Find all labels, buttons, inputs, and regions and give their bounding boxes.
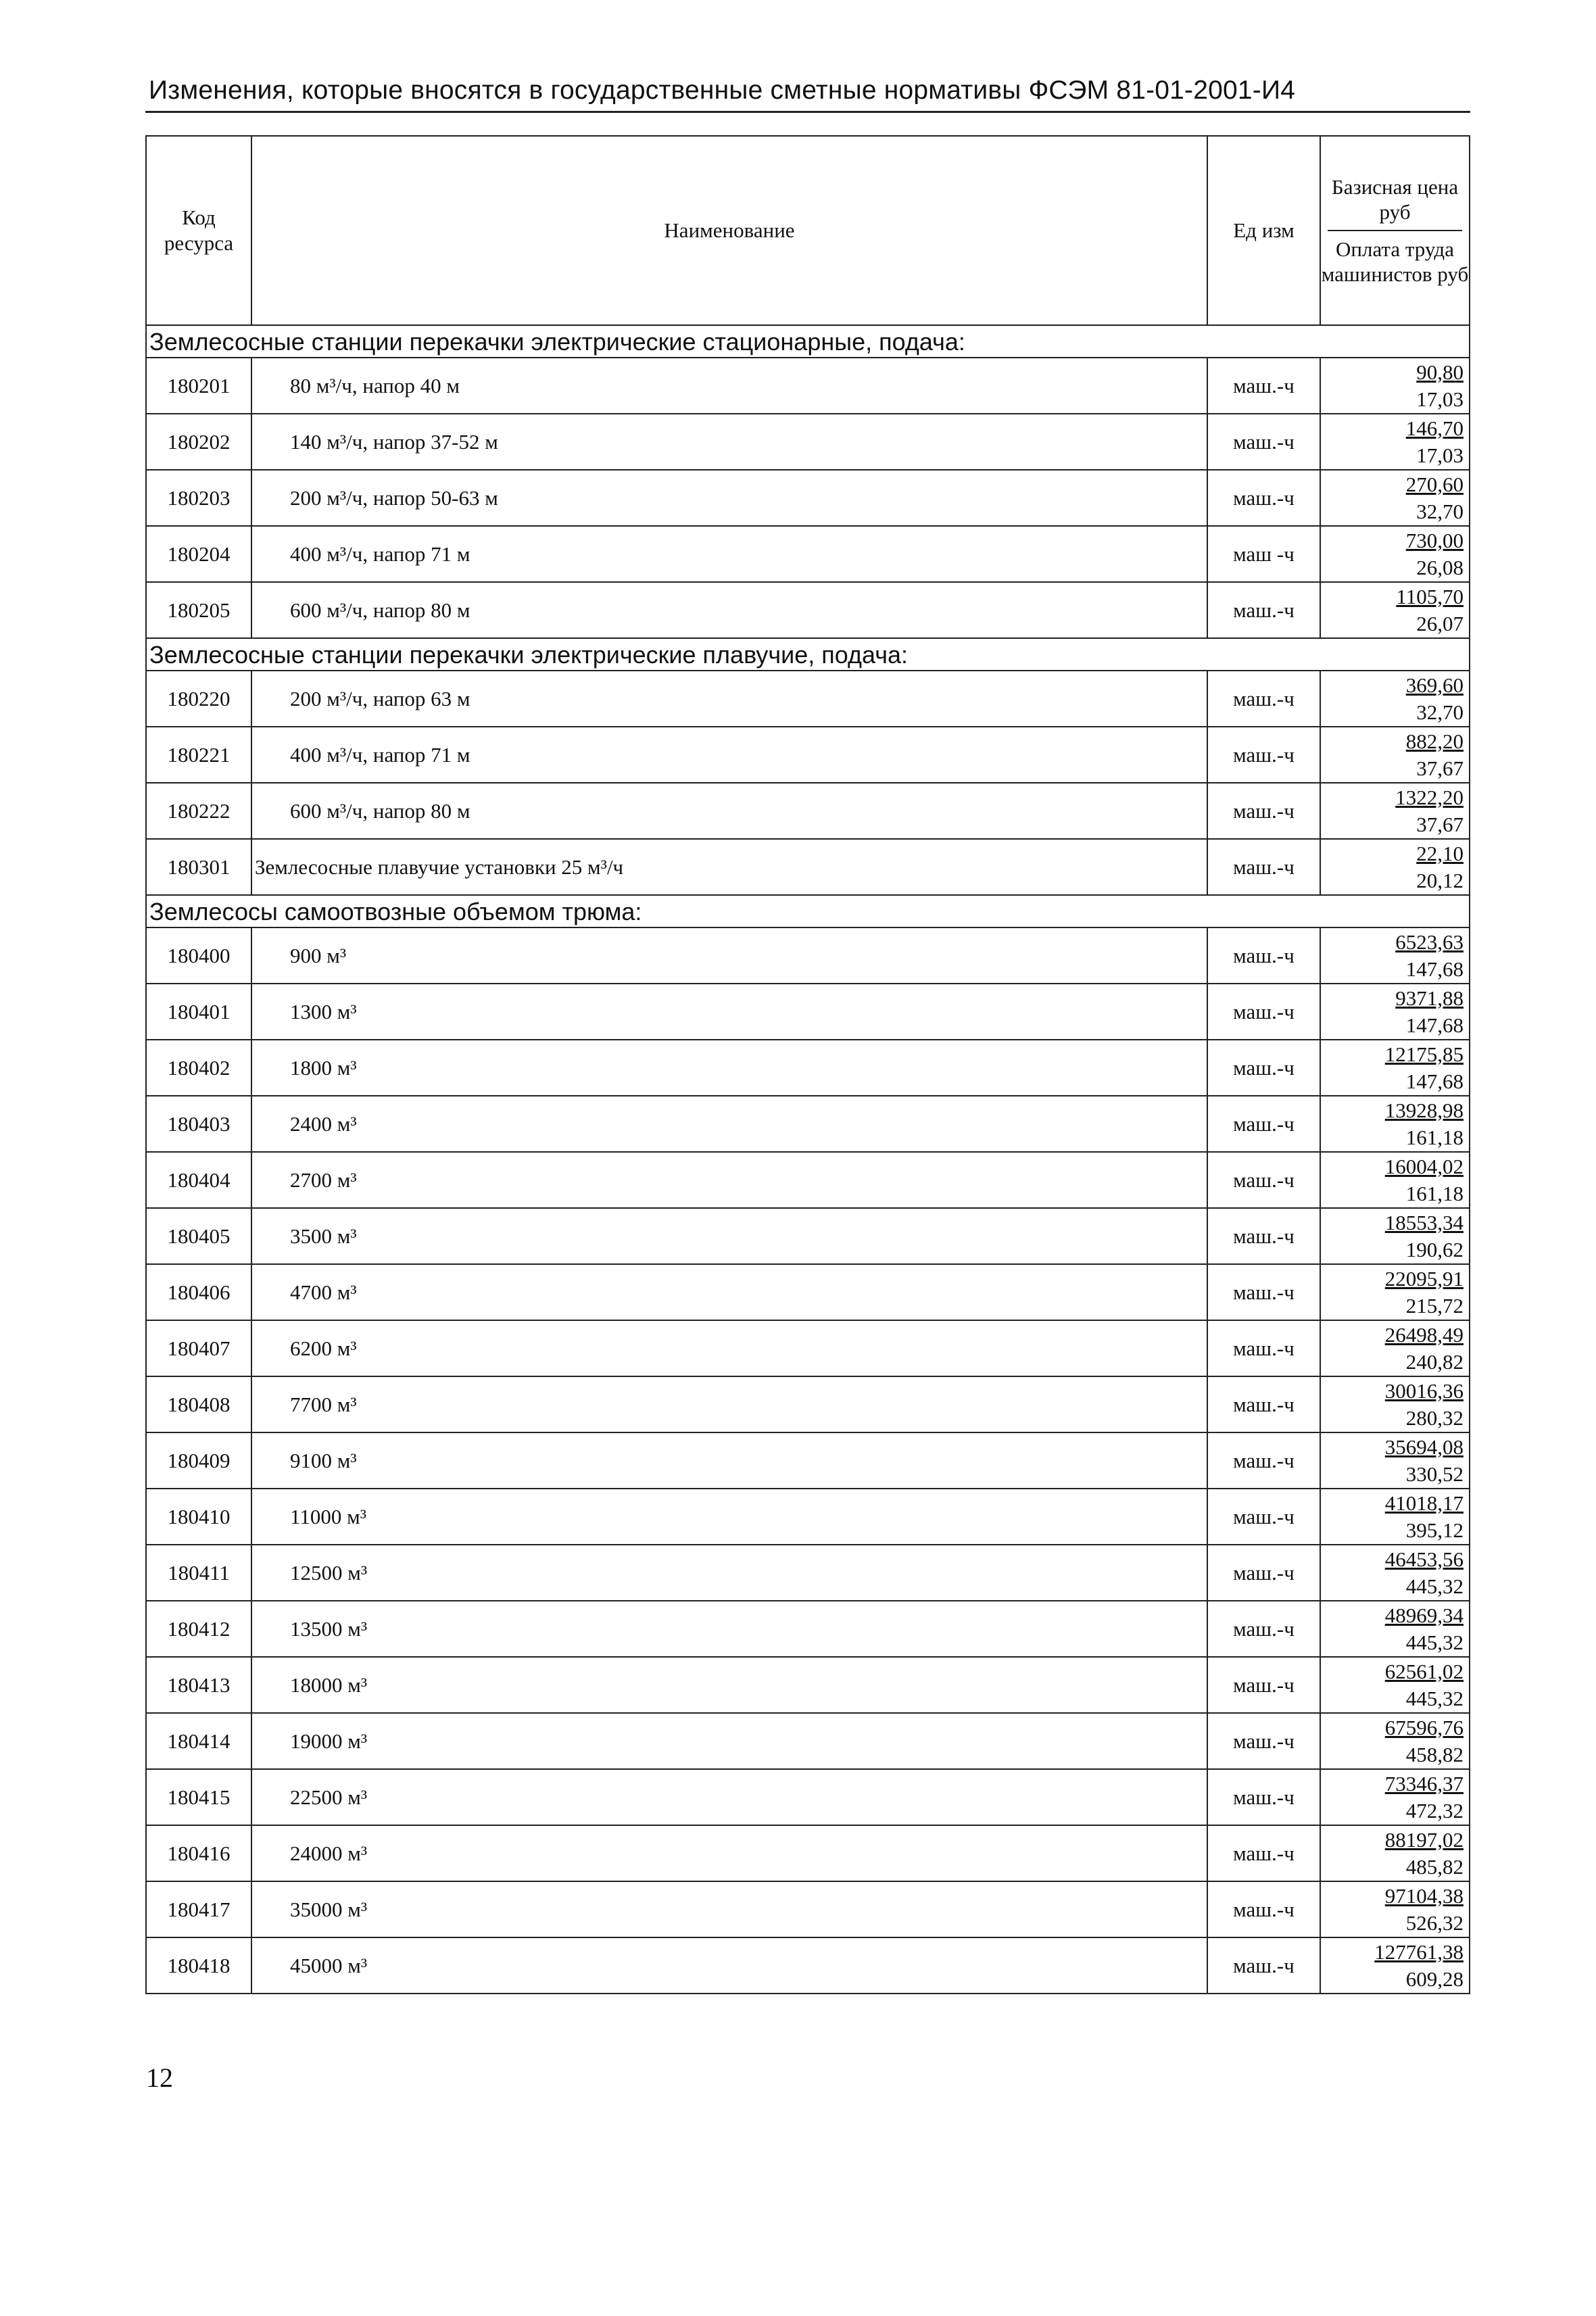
price-cell <box>1320 1545 1470 1601</box>
table-row <box>146 414 1470 470</box>
operator-wage: 17,03 <box>1416 387 1464 411</box>
resource-name: 35000 м³ <box>251 1881 1207 1937</box>
price-cell <box>1320 1432 1470 1489</box>
operator-wage: 37,67 <box>1416 812 1464 836</box>
base-price: 270,60 <box>1405 472 1464 496</box>
resource-name: 12500 м³ <box>251 1545 1207 1601</box>
resource-code: 180203 <box>146 470 251 526</box>
price-cell <box>1320 1769 1470 1825</box>
base-price: 22095,91 <box>1384 1266 1464 1290</box>
header-rule <box>145 111 1470 113</box>
price-cell <box>1320 1657 1470 1713</box>
col-header-unit: Ед изм <box>1207 136 1320 325</box>
base-price: 46453,56 <box>1384 1547 1464 1571</box>
price-cell <box>1320 1208 1470 1264</box>
resource-code: 180409 <box>146 1432 251 1489</box>
col-header-operator-wage: Оплата труда машинистов руб <box>1321 237 1469 286</box>
resource-name: 400 м³/ч, напор 71 м <box>251 526 1207 582</box>
operator-wage: 215,72 <box>1405 1293 1464 1318</box>
resource-name: 11000 м³ <box>251 1489 1207 1545</box>
price-cell <box>1320 526 1470 582</box>
resource-code: 180417 <box>146 1881 251 1937</box>
base-price: 6523,63 <box>1395 930 1464 954</box>
table-row <box>146 582 1470 638</box>
operator-wage: 17,03 <box>1416 443 1464 467</box>
operator-wage: 472,32 <box>1405 1798 1464 1823</box>
base-price: 146,70 <box>1405 416 1464 440</box>
base-price: 882,20 <box>1405 729 1464 753</box>
resource-unit: маш.-ч <box>1207 671 1320 727</box>
col-header-price <box>1320 136 1470 325</box>
operator-wage: 240,82 <box>1405 1349 1464 1374</box>
resource-code: 180220 <box>146 671 251 727</box>
resource-name: 22500 м³ <box>251 1769 1207 1825</box>
table-row <box>146 526 1470 582</box>
table-row <box>146 1713 1470 1769</box>
resource-name: 200 м³/ч, напор 50-63 м <box>251 470 1207 526</box>
price-cell <box>1320 414 1470 470</box>
operator-wage: 609,28 <box>1405 1967 1464 1991</box>
price-cell <box>1320 1096 1470 1152</box>
table-row <box>146 783 1470 839</box>
resource-code: 180406 <box>146 1264 251 1320</box>
resource-code: 180400 <box>146 927 251 984</box>
operator-wage: 161,18 <box>1405 1181 1464 1205</box>
resource-name: 400 м³/ч, напор 71 м <box>251 727 1207 783</box>
operator-wage: 26,07 <box>1416 611 1464 635</box>
resource-unit: маш.-ч <box>1207 1769 1320 1825</box>
resource-unit: маш.-ч <box>1207 984 1320 1040</box>
base-price: 90,80 <box>1416 360 1464 384</box>
resource-code: 180201 <box>146 358 251 414</box>
resource-code: 180412 <box>146 1601 251 1657</box>
group-title: Землесосные станции перекачки электрические плавучие, подача: <box>146 638 1470 671</box>
price-cell <box>1320 783 1470 839</box>
price-cell <box>1320 1264 1470 1320</box>
resource-name: 18000 м³ <box>251 1657 1207 1713</box>
operator-wage: 190,62 <box>1405 1237 1464 1261</box>
base-price: 22,10 <box>1416 841 1464 865</box>
resource-unit: маш.-ч <box>1207 1208 1320 1264</box>
resource-unit: маш.-ч <box>1207 727 1320 783</box>
table-row <box>146 1432 1470 1489</box>
resource-code: 180402 <box>146 1040 251 1096</box>
table-row <box>146 727 1470 783</box>
table-row <box>146 671 1470 727</box>
operator-wage: 526,32 <box>1405 1910 1464 1935</box>
resource-unit: маш.-ч <box>1207 1545 1320 1601</box>
resource-code: 180405 <box>146 1208 251 1264</box>
resource-name: 3500 м³ <box>251 1208 1207 1264</box>
resource-unit: маш.-ч <box>1207 582 1320 638</box>
operator-wage: 458,82 <box>1405 1742 1464 1766</box>
resource-name: 9100 м³ <box>251 1432 1207 1489</box>
resource-unit: маш.-ч <box>1207 1152 1320 1208</box>
price-cell <box>1320 1489 1470 1545</box>
table-row <box>146 1769 1470 1825</box>
group-title: Землесосные станции перекачки электрические стационарные, подача: <box>146 325 1470 358</box>
col-header-base-price: Базисная цена руб <box>1331 175 1459 224</box>
operator-wage: 26,08 <box>1416 555 1464 579</box>
price-cell <box>1320 358 1470 414</box>
operator-wage: 20,12 <box>1416 868 1464 892</box>
table-row <box>146 1657 1470 1713</box>
operator-wage: 147,68 <box>1405 957 1464 981</box>
base-price: 62561,02 <box>1384 1659 1464 1683</box>
price-cell <box>1320 927 1470 984</box>
operator-wage: 395,12 <box>1405 1518 1464 1542</box>
base-price: 12175,85 <box>1384 1042 1464 1066</box>
base-price: 127761,38 <box>1374 1939 1464 1964</box>
group-title: Землесосы самоотвозные объемом трюма: <box>146 895 1470 927</box>
resource-code: 180404 <box>146 1152 251 1208</box>
operator-wage: 32,70 <box>1416 499 1464 523</box>
price-cell <box>1320 727 1470 783</box>
price-cell <box>1320 984 1470 1040</box>
table-row <box>146 1601 1470 1657</box>
resource-code: 180204 <box>146 526 251 582</box>
page-number: 12 <box>146 2062 173 2093</box>
price-cell <box>1320 1376 1470 1432</box>
resource-code: 180205 <box>146 582 251 638</box>
resource-name: 900 м³ <box>251 927 1207 984</box>
resource-unit: маш -ч <box>1207 526 1320 582</box>
operator-wage: 37,67 <box>1416 756 1464 780</box>
price-cell <box>1320 582 1470 638</box>
table-row <box>146 1096 1470 1152</box>
resource-name: 4700 м³ <box>251 1264 1207 1320</box>
operator-wage: 330,52 <box>1405 1462 1464 1486</box>
price-cell <box>1320 1601 1470 1657</box>
resource-unit: маш.-ч <box>1207 1601 1320 1657</box>
table-row <box>146 1264 1470 1320</box>
resource-code: 180403 <box>146 1096 251 1152</box>
base-price: 30016,36 <box>1384 1378 1464 1403</box>
operator-wage: 445,32 <box>1405 1574 1464 1598</box>
resource-unit: маш.-ч <box>1207 414 1320 470</box>
price-cell <box>1320 1881 1470 1937</box>
resource-unit: маш.-ч <box>1207 1096 1320 1152</box>
resource-unit: маш.-ч <box>1207 1657 1320 1713</box>
base-price: 1105,70 <box>1396 584 1464 608</box>
table-row <box>146 927 1470 984</box>
base-price: 9371,88 <box>1395 986 1464 1010</box>
resource-unit: маш.-ч <box>1207 1937 1320 1994</box>
col-header-name: Наименование <box>251 136 1207 325</box>
price-cell <box>1320 1152 1470 1208</box>
resource-name: 600 м³/ч, напор 80 м <box>251 582 1207 638</box>
resource-unit: маш.-ч <box>1207 839 1320 895</box>
resource-name: 7700 м³ <box>251 1376 1207 1432</box>
resource-name: 45000 м³ <box>251 1937 1207 1994</box>
resource-name: 140 м³/ч, напор 37-52 м <box>251 414 1207 470</box>
col-header-code: Код ресурса <box>146 136 251 325</box>
resource-name: 80 м³/ч, напор 40 м <box>251 358 1207 414</box>
table-row <box>146 1152 1470 1208</box>
document-header-title: Изменения, которые вносятся в государственные сметные нормативы ФСЭМ 81-01-2001-И4 <box>149 76 1296 105</box>
resource-code: 180202 <box>146 414 251 470</box>
price-cell <box>1320 1937 1470 1994</box>
resource-unit: маш.-ч <box>1207 1040 1320 1096</box>
resource-code: 180301 <box>146 839 251 895</box>
resource-unit: маш.-ч <box>1207 358 1320 414</box>
table-row <box>146 1040 1470 1096</box>
col-header-divider <box>1328 230 1462 231</box>
table-header-row <box>146 136 1470 325</box>
resource-unit: маш.-ч <box>1207 1264 1320 1320</box>
price-cell <box>1320 1713 1470 1769</box>
base-price: 48969,34 <box>1384 1603 1464 1627</box>
table-row <box>146 1545 1470 1601</box>
operator-wage: 485,82 <box>1405 1854 1464 1879</box>
resource-name: 2400 м³ <box>251 1096 1207 1152</box>
table-row <box>146 1208 1470 1264</box>
group-header-row <box>146 638 1470 671</box>
price-cell <box>1320 470 1470 526</box>
base-price: 369,60 <box>1405 673 1464 697</box>
base-price: 97104,38 <box>1384 1883 1464 1908</box>
resource-code: 180414 <box>146 1713 251 1769</box>
resource-unit: маш.-ч <box>1207 927 1320 984</box>
resource-code: 180413 <box>146 1657 251 1713</box>
resource-unit: маш.-ч <box>1207 470 1320 526</box>
resource-unit: маш.-ч <box>1207 1713 1320 1769</box>
base-price: 13928,98 <box>1384 1098 1464 1122</box>
resource-code: 180401 <box>146 984 251 1040</box>
resource-code: 180416 <box>146 1825 251 1881</box>
resource-code: 180221 <box>146 727 251 783</box>
base-price: 88197,02 <box>1384 1827 1464 1852</box>
base-price: 26498,49 <box>1384 1322 1464 1347</box>
table-row <box>146 1489 1470 1545</box>
table-row <box>146 1825 1470 1881</box>
operator-wage: 161,18 <box>1405 1125 1464 1149</box>
resource-code: 180418 <box>146 1937 251 1994</box>
table-row <box>146 839 1470 895</box>
table-row <box>146 984 1470 1040</box>
table-row <box>146 1937 1470 1994</box>
base-price: 1322,20 <box>1395 785 1464 809</box>
operator-wage: 445,32 <box>1405 1686 1464 1710</box>
resource-name: 200 м³/ч, напор 63 м <box>251 671 1207 727</box>
resource-name: 13500 м³ <box>251 1601 1207 1657</box>
table-row <box>146 470 1470 526</box>
resource-name: 600 м³/ч, напор 80 м <box>251 783 1207 839</box>
resource-unit: маш.-ч <box>1207 1376 1320 1432</box>
resource-unit: маш.-ч <box>1207 1881 1320 1937</box>
table-row <box>146 1881 1470 1937</box>
base-price: 18553,34 <box>1384 1210 1464 1234</box>
resource-name: 1300 м³ <box>251 984 1207 1040</box>
resource-name: 19000 м³ <box>251 1713 1207 1769</box>
resource-name: Землесосные плавучие установки 25 м³/ч <box>251 839 1207 895</box>
operator-wage: 32,70 <box>1416 700 1464 724</box>
resource-name: 2700 м³ <box>251 1152 1207 1208</box>
base-price: 73346,37 <box>1384 1771 1464 1795</box>
resource-code: 180410 <box>146 1489 251 1545</box>
resource-unit: маш.-ч <box>1207 1489 1320 1545</box>
operator-wage: 147,68 <box>1405 1013 1464 1037</box>
resource-code: 180411 <box>146 1545 251 1601</box>
resource-code: 180415 <box>146 1769 251 1825</box>
resource-name: 6200 м³ <box>251 1320 1207 1376</box>
resource-price-table <box>145 135 1470 1994</box>
price-cell <box>1320 839 1470 895</box>
resource-name: 1800 м³ <box>251 1040 1207 1096</box>
resource-code: 180222 <box>146 783 251 839</box>
table-row <box>146 358 1470 414</box>
table-row <box>146 1376 1470 1432</box>
price-cell <box>1320 671 1470 727</box>
operator-wage: 445,32 <box>1405 1630 1464 1654</box>
operator-wage: 147,68 <box>1405 1069 1464 1093</box>
base-price: 67596,76 <box>1384 1715 1464 1739</box>
resource-code: 180407 <box>146 1320 251 1376</box>
price-cell <box>1320 1825 1470 1881</box>
base-price: 730,00 <box>1405 528 1464 552</box>
group-header-row <box>146 895 1470 927</box>
base-price: 41018,17 <box>1384 1491 1464 1515</box>
resource-unit: маш.-ч <box>1207 1825 1320 1881</box>
table-body <box>146 325 1470 1994</box>
resource-unit: маш.-ч <box>1207 1432 1320 1489</box>
base-price: 16004,02 <box>1384 1154 1464 1178</box>
price-cell <box>1320 1320 1470 1376</box>
resource-unit: маш.-ч <box>1207 783 1320 839</box>
price-cell <box>1320 1040 1470 1096</box>
resource-unit: маш.-ч <box>1207 1320 1320 1376</box>
resource-name: 24000 м³ <box>251 1825 1207 1881</box>
base-price: 35694,08 <box>1384 1434 1464 1459</box>
table-row <box>146 1320 1470 1376</box>
operator-wage: 280,32 <box>1405 1405 1464 1430</box>
resource-code: 180408 <box>146 1376 251 1432</box>
group-header-row <box>146 325 1470 358</box>
